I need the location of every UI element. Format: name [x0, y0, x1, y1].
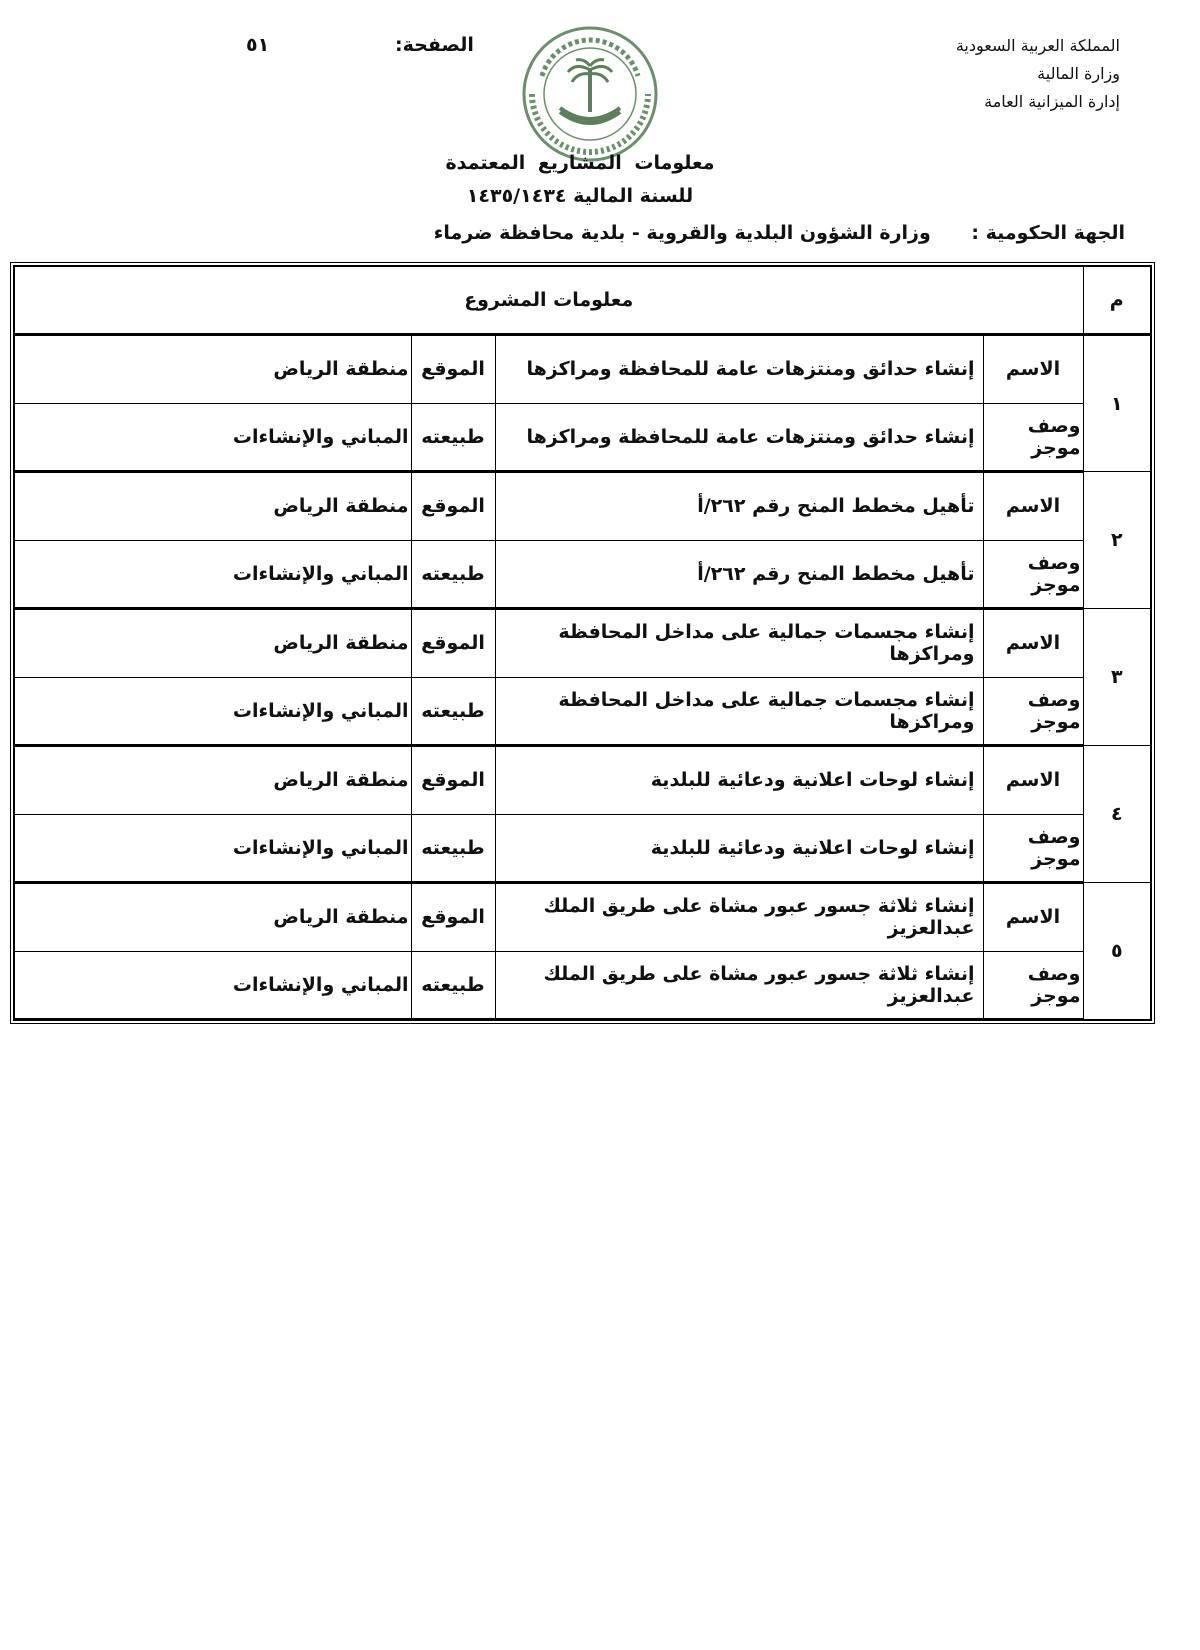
project-number: ٤ — [1083, 746, 1151, 883]
location-label: الموقع — [411, 609, 495, 678]
location-label: الموقع — [411, 746, 495, 815]
description-label: وصف موجز — [983, 403, 1083, 472]
government-entity-label: الجهة الحكومية : — [971, 222, 1125, 244]
description-label: وصف موجز — [983, 951, 1083, 1020]
table-row — [14, 883, 1151, 952]
ministry-name: وزارة المالية — [1037, 64, 1120, 83]
project-name: إنشاء ثلاثة جسور عبور مشاة على طريق الملك عبدالعزيز — [495, 883, 983, 952]
table-row — [14, 403, 1151, 472]
projects-table-frame — [10, 262, 1155, 1024]
project-location: منطقة الرياض — [14, 746, 411, 815]
ministry-seal-icon — [520, 24, 660, 164]
nature-label: طبيعته — [411, 677, 495, 746]
project-nature: المباني والإنشاءات — [14, 814, 411, 883]
project-description: إنشاء مجسمات جمالية على مداخل المحافظة ومراكزها — [495, 677, 983, 746]
column-header-number: م — [1083, 266, 1151, 335]
table-row — [14, 335, 1151, 404]
project-number: ١ — [1083, 335, 1151, 472]
project-description: إنشاء ثلاثة جسور عبور مشاة على طريق الملك عبدالعزيز — [495, 951, 983, 1020]
project-number: ٢ — [1083, 472, 1151, 609]
project-description: إنشاء حدائق ومنتزهات عامة للمحافظة ومراكزها — [495, 403, 983, 472]
name-label: الاسم — [983, 883, 1083, 952]
project-location: منطقة الرياض — [14, 883, 411, 952]
project-location: منطقة الرياض — [14, 609, 411, 678]
kingdom-name: المملكة العربية السعودية — [955, 36, 1120, 55]
letterhead-org — [956, 32, 1120, 116]
document-title: معلومات المشاريع المعتمدة — [445, 152, 715, 174]
project-nature: المباني والإنشاءات — [14, 403, 411, 472]
fiscal-year: للسنة المالية ١٤٣٥/١٤٣٤ — [466, 185, 694, 207]
table-row — [14, 677, 1151, 746]
description-label: وصف موجز — [983, 540, 1083, 609]
location-label: الموقع — [411, 335, 495, 404]
project-nature: المباني والإنشاءات — [14, 951, 411, 1020]
name-label: الاسم — [983, 472, 1083, 541]
project-name: إنشاء مجسمات جمالية على مداخل المحافظة ومراكزها — [495, 609, 983, 678]
project-name: تأهيل مخطط المنح رقم ٢٦٢/أ — [495, 472, 983, 541]
projects-table — [13, 265, 1152, 1021]
table-row — [14, 472, 1151, 541]
column-header-project-info: معلومات المشروع — [14, 266, 1083, 335]
project-nature: المباني والإنشاءات — [14, 540, 411, 609]
table-row — [14, 609, 1151, 678]
project-number: ٣ — [1083, 609, 1151, 746]
location-label: الموقع — [411, 883, 495, 952]
nature-label: طبيعته — [411, 403, 495, 472]
project-description: إنشاء لوحات اعلانية ودعائية للبلدية — [495, 814, 983, 883]
government-entity — [434, 222, 1125, 244]
nature-label: طبيعته — [411, 540, 495, 609]
project-location: منطقة الرياض — [14, 335, 411, 404]
project-name: إنشاء لوحات اعلانية ودعائية للبلدية — [495, 746, 983, 815]
project-name: إنشاء حدائق ومنتزهات عامة للمحافظة ومراكزها — [495, 335, 983, 404]
nature-label: طبيعته — [411, 951, 495, 1020]
description-label: وصف موجز — [983, 677, 1083, 746]
table-row — [14, 814, 1151, 883]
page-number: ٥١ — [246, 34, 270, 56]
name-label: الاسم — [983, 609, 1083, 678]
government-entity-value: وزارة الشؤون البلدية والقروية - بلدية محافظة ضرماء — [433, 222, 931, 244]
location-label: الموقع — [411, 472, 495, 541]
name-label: الاسم — [983, 335, 1083, 404]
page-label: الصفحة: — [395, 34, 474, 56]
table-row — [14, 951, 1151, 1020]
table-row — [14, 540, 1151, 609]
project-description: تأهيل مخطط المنح رقم ٢٦٢/أ — [495, 540, 983, 609]
nature-label: طبيعته — [411, 814, 495, 883]
project-nature: المباني والإنشاءات — [14, 677, 411, 746]
table-row — [14, 746, 1151, 815]
project-location: منطقة الرياض — [14, 472, 411, 541]
project-number: ٥ — [1083, 883, 1151, 1020]
table-header-row — [14, 266, 1151, 335]
department-name: إدارة الميزانية العامة — [984, 92, 1120, 111]
description-label: وصف موجز — [983, 814, 1083, 883]
name-label: الاسم — [983, 746, 1083, 815]
